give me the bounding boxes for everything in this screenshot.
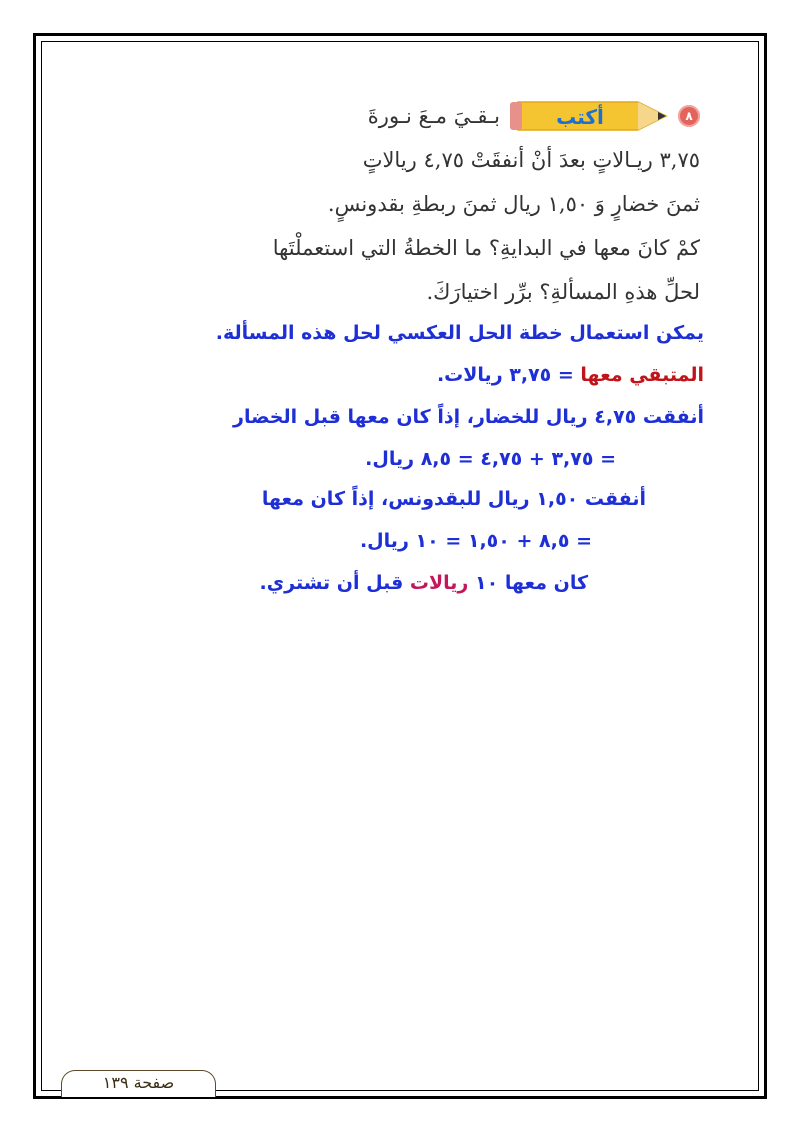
answer-unit: ريالات bbox=[409, 572, 469, 594]
answer-part-1: كان معها ١٠ bbox=[468, 572, 588, 594]
solution-line-1: يمكن استعمال خطة الحل العكسي لحل هذه المسألة. bbox=[215, 322, 704, 344]
pencil-icon bbox=[510, 98, 670, 134]
problem-line-5: لحلِّ هذهِ المسألةِ؟ برِّر اختيارَكَ. bbox=[426, 280, 700, 304]
solution-line-3: أنفقت ٤,٧٥ ريال للخضار، إذاً كان معها قبل الخضار bbox=[233, 406, 704, 428]
problem-block bbox=[140, 94, 700, 314]
solution-line-5: أنفقت ١,٥٠ ريال للبقدونس، إذاً كان معها bbox=[261, 488, 646, 510]
answer-part-2: قبل أن تشتري. bbox=[259, 572, 410, 594]
problem-line-2: ٣,٧٥ ريـالاتٍ بعدَ أنْ أنفقَتْ ٤,٧٥ ريالاتٍ bbox=[362, 148, 700, 172]
problem-line-4: كمْ كانَ معها في البدايةِ؟ ما الخطةُ التي استعملْتَها bbox=[272, 236, 700, 260]
page-number: صفحة ١٣٩ bbox=[102, 1073, 175, 1092]
page-number-box bbox=[61, 1070, 216, 1097]
problem-header bbox=[140, 94, 700, 138]
problem-line-1: بـقـيَ مـعَ نـورةَ bbox=[367, 104, 500, 128]
remaining-label: المتبقي معها bbox=[580, 364, 704, 386]
solution-line-6: = ٨,٥ + ١,٥٠ = ١٠ ريال. bbox=[359, 530, 592, 552]
remaining-value: = ٣,٧٥ ريالات. bbox=[436, 364, 581, 386]
solution-line-4: = ٣,٧٥ + ٤,٧٥ = ٨,٥ ريال. bbox=[365, 448, 616, 470]
tag-label: أكتب bbox=[556, 105, 604, 129]
solution-line-2 bbox=[437, 364, 704, 386]
solution-line-7 bbox=[260, 572, 588, 594]
problem-line-3: ثمنَ خضارٍ وَ ١,٥٠ ريال ثمنَ ربطةِ بقدونسٍ. bbox=[327, 192, 700, 216]
problem-number-badge: ٨ bbox=[678, 105, 700, 127]
